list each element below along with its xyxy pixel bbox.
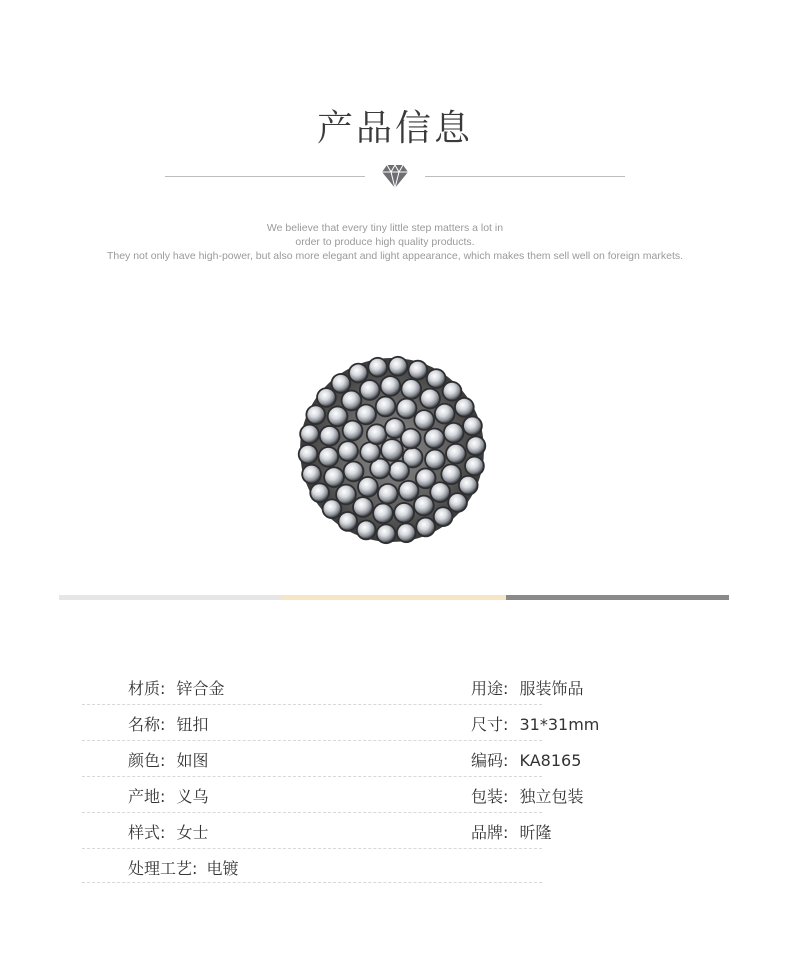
spec-label: 产地:	[128, 787, 166, 806]
spec-value: KA8165	[519, 751, 582, 770]
tagline-line-3: They not only have high-power, but also more elegant and light appearance, which makes them sell well on foreign markets.	[106, 250, 684, 262]
spec-label: 样式:	[128, 823, 166, 842]
row-rule	[82, 740, 542, 741]
page-title: 产品信息	[316, 108, 473, 149]
spec-value: 独立包装	[519, 787, 584, 806]
row-rule	[82, 776, 542, 777]
spec-origin	[128, 784, 209, 810]
spec-material	[128, 676, 225, 702]
spec-label: 处理工艺:	[128, 859, 198, 878]
spec-label: 尺寸:	[471, 715, 509, 734]
spec-color	[128, 748, 209, 774]
spec-value: 电镀	[206, 859, 239, 878]
spec-value: 昕隆	[519, 823, 552, 842]
spec-name	[128, 712, 209, 738]
spec-style	[128, 820, 209, 846]
spec-value: 31*31mm	[519, 715, 600, 734]
spec-label: 品牌:	[471, 823, 509, 842]
spec-packaging	[471, 784, 584, 810]
spec-size	[471, 712, 599, 738]
spec-label: 编码:	[471, 751, 509, 770]
spec-label: 颜色:	[128, 751, 166, 770]
tagline-line-1: We believe that every tiny little step matters a lot in	[266, 222, 504, 234]
row-rule	[82, 848, 542, 849]
spec-label: 包装:	[471, 787, 509, 806]
row-rule	[82, 882, 542, 883]
title-divider	[0, 162, 790, 192]
spec-value: 钮扣	[176, 715, 209, 734]
spec-value: 义乌	[176, 787, 209, 806]
row-rule	[82, 704, 542, 705]
diamond-icon	[381, 163, 409, 189]
tagline-line-2: order to produce high quality products.	[295, 236, 475, 248]
spec-label: 名称:	[128, 715, 166, 734]
spec-process	[128, 856, 239, 882]
color-bar-segment-2	[282, 595, 506, 600]
spec-usage	[471, 676, 584, 702]
spec-value: 女士	[176, 823, 209, 842]
spec-label: 用途:	[471, 679, 509, 698]
product-image	[284, 342, 500, 558]
divider-line-left	[165, 176, 365, 177]
row-rule	[82, 812, 542, 813]
spec-value: 如图	[176, 751, 209, 770]
spec-label: 材质:	[128, 679, 166, 698]
color-bar-segment-1	[59, 595, 282, 600]
spec-value: 锌合金	[176, 679, 225, 698]
spec-code	[471, 748, 581, 774]
divider-line-right	[425, 176, 625, 177]
spec-value: 服装饰品	[519, 679, 584, 698]
color-bar-segment-3	[506, 595, 729, 600]
spec-brand	[471, 820, 552, 846]
